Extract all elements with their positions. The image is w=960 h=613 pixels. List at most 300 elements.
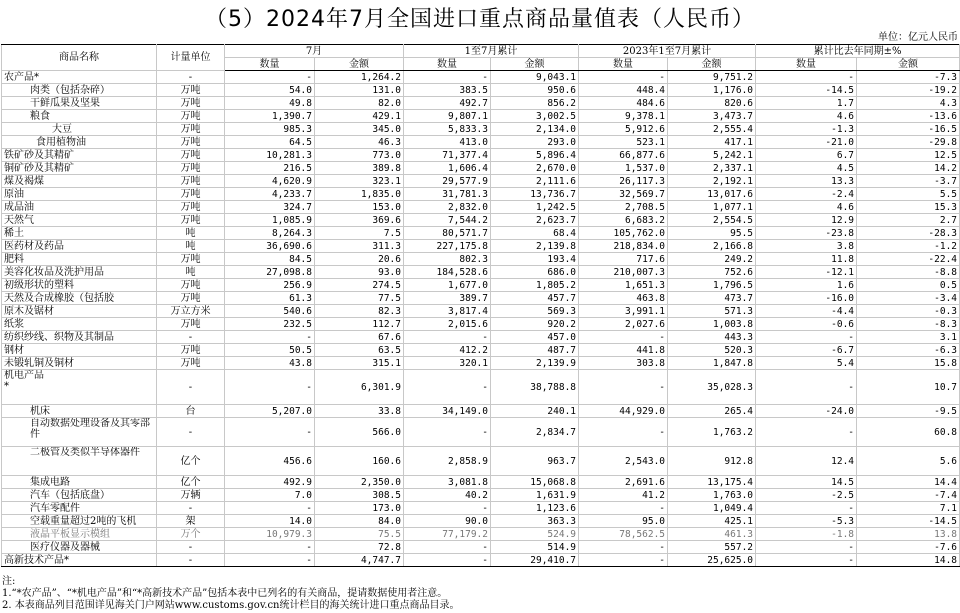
cell-pq: 5.4 — [756, 357, 857, 370]
cell-a3: 461.3 — [668, 528, 756, 541]
cell-unit: - — [157, 502, 225, 515]
cell-a1: 1,264.2 — [315, 71, 404, 84]
cell-a3: 1,847.8 — [668, 357, 756, 370]
table-row — [2, 253, 960, 266]
cell-q1: 14.0 — [225, 515, 315, 528]
table-row — [2, 528, 960, 541]
cell-a1: 84.0 — [315, 515, 404, 528]
table-body — [2, 71, 960, 567]
cell-q3: 26,117.3 — [579, 175, 668, 188]
cell-q3: 78,562.5 — [579, 528, 668, 541]
cell-a1: 7.5 — [315, 227, 404, 240]
cell-product-name: 稀土 — [2, 227, 157, 240]
cell-q1: 256.9 — [225, 279, 315, 292]
col-header-ytd: 1至7月累计 — [404, 45, 579, 58]
cell-product-name: 汽车零配件 — [2, 502, 157, 515]
cell-pq: 12.9 — [756, 214, 857, 227]
cell-pa: 2.7 — [857, 214, 960, 227]
cell-a2: 9,043.1 — [491, 71, 579, 84]
cell-a3: 2,337.1 — [668, 162, 756, 175]
cell-a3: 1,049.4 — [668, 502, 756, 515]
cell-unit: 万吨 — [157, 357, 225, 370]
cell-pq: - — [756, 418, 857, 447]
cell-q2: 80,571.7 — [404, 227, 491, 240]
cell-a2: 1,631.9 — [491, 489, 579, 502]
cell-q2: - — [404, 71, 491, 84]
cell-q1: 84.5 — [225, 253, 315, 266]
cell-pq: -6.7 — [756, 344, 857, 357]
table-row — [2, 240, 960, 253]
cell-unit: 吨 — [157, 240, 225, 253]
cell-q2: 320.1 — [404, 357, 491, 370]
cell-a1: 315.1 — [315, 357, 404, 370]
cell-q2: 412.2 — [404, 344, 491, 357]
cell-unit: 万吨 — [157, 279, 225, 292]
cell-q3: 218,834.0 — [579, 240, 668, 253]
cell-a3: 1,176.0 — [668, 84, 756, 97]
cell-pq: - — [756, 541, 857, 554]
cell-unit: 万吨 — [157, 201, 225, 214]
cell-q1: 232.5 — [225, 318, 315, 331]
cell-a2: 963.7 — [491, 447, 579, 476]
cell-q3: 3,991.1 — [579, 305, 668, 318]
cell-q1: 456.6 — [225, 447, 315, 476]
cell-a3: 425.1 — [668, 515, 756, 528]
cell-q1: - — [225, 71, 315, 84]
cell-q3: 41.2 — [579, 489, 668, 502]
cell-q1: 216.5 — [225, 162, 315, 175]
cell-unit: - — [157, 71, 225, 84]
cell-product-name: 天然及合成橡胶（包括胶 — [2, 292, 157, 305]
cell-pq: - — [756, 554, 857, 567]
cell-q3: 44,929.0 — [579, 405, 668, 418]
cell-a3: 1,077.1 — [668, 201, 756, 214]
cell-q2: 40.2 — [404, 489, 491, 502]
cell-pq: 14.5 — [756, 476, 857, 489]
cell-a3: 2,192.1 — [668, 175, 756, 188]
col-header-qty: 数量 — [404, 58, 491, 71]
cell-unit: 万吨 — [157, 318, 225, 331]
cell-a2: 686.0 — [491, 266, 579, 279]
cell-pa: 10.7 — [857, 370, 960, 405]
footnotes — [2, 576, 958, 612]
cell-q1: - — [225, 418, 315, 447]
cell-a1: 173.0 — [315, 502, 404, 515]
cell-a2: 2,670.0 — [491, 162, 579, 175]
cell-pq: -23.8 — [756, 227, 857, 240]
cell-a3: 1,796.5 — [668, 279, 756, 292]
cell-product-name: 钢材 — [2, 344, 157, 357]
cell-pq: -21.0 — [756, 136, 857, 149]
cell-q2: 34,149.0 — [404, 405, 491, 418]
cell-product-name: 煤及褐煤 — [2, 175, 157, 188]
cell-a3: 13,175.4 — [668, 476, 756, 489]
cell-pa: 15.8 — [857, 357, 960, 370]
cell-q3: 95.0 — [579, 515, 668, 528]
cell-a2: 193.4 — [491, 253, 579, 266]
cell-q3: 32,569.7 — [579, 188, 668, 201]
col-header-amt: 金额 — [857, 58, 960, 71]
table-row — [2, 71, 960, 84]
cell-a2: 363.3 — [491, 515, 579, 528]
cell-q2: 2,858.9 — [404, 447, 491, 476]
cell-a3: 912.8 — [668, 447, 756, 476]
cell-product-name: 食用植物油 — [2, 136, 157, 149]
cell-a1: 82.3 — [315, 305, 404, 318]
cell-product-name: 纺织纱线、织物及其制品 — [2, 331, 157, 344]
cell-product-name: 肥料 — [2, 253, 157, 266]
note-1: 1.“*农产品”、“*机电产品”和“*高新技术产品”包括本表中已列名的有关商品，提请数据使用者注意。 — [2, 588, 448, 599]
cell-a1: 308.5 — [315, 489, 404, 502]
cell-pq: - — [756, 370, 857, 405]
cell-q3: 6,683.2 — [579, 214, 668, 227]
cell-q3: 9,378.1 — [579, 110, 668, 123]
cell-unit: - — [157, 331, 225, 344]
cell-unit: 亿个 — [157, 447, 225, 476]
cell-pa: -8.8 — [857, 266, 960, 279]
cell-product-name: 机床 — [2, 405, 157, 418]
cell-pq: 4.5 — [756, 162, 857, 175]
table-row — [2, 515, 960, 528]
cell-product-name: 汽车（包括底盘） — [2, 489, 157, 502]
cell-a2: 514.9 — [491, 541, 579, 554]
col-header-amt: 金额 — [491, 58, 579, 71]
cell-q2: 9,807.1 — [404, 110, 491, 123]
cell-q3: - — [579, 418, 668, 447]
cell-pa: -1.2 — [857, 240, 960, 253]
cell-product-name: 成品油 — [2, 201, 157, 214]
cell-q3: 2,691.6 — [579, 476, 668, 489]
col-header-unit: 计量单位 — [157, 45, 225, 71]
table-row — [2, 502, 960, 515]
cell-pq: 3.8 — [756, 240, 857, 253]
cell-pq: 12.4 — [756, 447, 857, 476]
cell-q2: 29,577.9 — [404, 175, 491, 188]
cell-a3: 13,017.6 — [668, 188, 756, 201]
cell-q1: 64.5 — [225, 136, 315, 149]
cell-unit: 万吨 — [157, 162, 225, 175]
cell-q3: 2,027.6 — [579, 318, 668, 331]
table-row — [2, 175, 960, 188]
col-header-qty: 数量 — [579, 58, 668, 71]
cell-product-name: 二极管及类似半导体器件 — [2, 447, 157, 476]
cell-q2: - — [404, 541, 491, 554]
cell-q2: 7,544.2 — [404, 214, 491, 227]
cell-pq: - — [756, 502, 857, 515]
cell-a2: 569.3 — [491, 305, 579, 318]
col-header-qty: 数量 — [225, 58, 315, 71]
cell-a2: 2,111.6 — [491, 175, 579, 188]
cell-unit: 万吨 — [157, 292, 225, 305]
cell-pa: -14.5 — [857, 515, 960, 528]
cell-a1: 160.6 — [315, 447, 404, 476]
cell-q3: 441.8 — [579, 344, 668, 357]
note-2: 2. 本表商品列目范围详见海关门户网站www.customs.gov.cn统计栏目的海关统计进口重点商品目录。 — [2, 600, 460, 611]
cell-q1: - — [225, 502, 315, 515]
cell-a2: 1,805.2 — [491, 279, 579, 292]
cell-product-name: 集成电路 — [2, 476, 157, 489]
cell-a2: 856.2 — [491, 97, 579, 110]
cell-a1: 1,835.0 — [315, 188, 404, 201]
cell-unit: 万辆 — [157, 489, 225, 502]
cell-q1: 5,207.0 — [225, 405, 315, 418]
cell-pa: -3.4 — [857, 292, 960, 305]
cell-q2: - — [404, 418, 491, 447]
cell-q1: 50.5 — [225, 344, 315, 357]
cell-unit: - — [157, 554, 225, 567]
cell-q1: 36,690.6 — [225, 240, 315, 253]
col-header-amt: 金额 — [668, 58, 756, 71]
cell-pq: -1.3 — [756, 123, 857, 136]
cell-q1: 49.8 — [225, 97, 315, 110]
table-row — [2, 227, 960, 240]
cell-a1: 566.0 — [315, 418, 404, 447]
cell-product-name: 医疗仪器及器械 — [2, 541, 157, 554]
cell-q3: 448.4 — [579, 84, 668, 97]
cell-q3: - — [579, 331, 668, 344]
cell-q3: - — [579, 502, 668, 515]
cell-q1: 1,390.7 — [225, 110, 315, 123]
cell-a1: 72.8 — [315, 541, 404, 554]
cell-q3: 1,537.0 — [579, 162, 668, 175]
cell-a1: 33.8 — [315, 405, 404, 418]
cell-unit: 吨 — [157, 227, 225, 240]
table-row — [2, 188, 960, 201]
cell-a3: 95.5 — [668, 227, 756, 240]
cell-q3: 484.6 — [579, 97, 668, 110]
cell-a2: 29,410.7 — [491, 554, 579, 567]
cell-pa: 60.8 — [857, 418, 960, 447]
cell-unit: 万吨 — [157, 136, 225, 149]
table-row — [2, 110, 960, 123]
cell-q2: 383.5 — [404, 84, 491, 97]
cell-q2: - — [404, 554, 491, 567]
cell-pq: -24.0 — [756, 405, 857, 418]
cell-a3: 249.2 — [668, 253, 756, 266]
cell-product-name: 机电产品 * — [2, 370, 157, 405]
cell-product-name: 干鲜瓜果及坚果 — [2, 97, 157, 110]
cell-q3: 5,912.6 — [579, 123, 668, 136]
cell-q2: 1,606.4 — [404, 162, 491, 175]
cell-product-name: 医药材及药品 — [2, 240, 157, 253]
cell-q3: 105,762.0 — [579, 227, 668, 240]
table-row — [2, 405, 960, 418]
cell-a1: 20.6 — [315, 253, 404, 266]
cell-q1: 4,620.9 — [225, 175, 315, 188]
cell-pq: 6.7 — [756, 149, 857, 162]
cell-pa: -7.3 — [857, 71, 960, 84]
table-row — [2, 162, 960, 175]
cell-q3: - — [579, 554, 668, 567]
cell-pa: 15.3 — [857, 201, 960, 214]
cell-pa: 13.8 — [857, 528, 960, 541]
cell-q1: 10,281.3 — [225, 149, 315, 162]
cell-q3: 210,007.3 — [579, 266, 668, 279]
cell-a2: 2,134.0 — [491, 123, 579, 136]
cell-a1: 75.5 — [315, 528, 404, 541]
cell-pa: -13.6 — [857, 110, 960, 123]
cell-q2: 5,833.3 — [404, 123, 491, 136]
notes-label: 注: — [2, 576, 16, 587]
cell-a1: 345.0 — [315, 123, 404, 136]
cell-a2: 2,139.9 — [491, 357, 579, 370]
cell-product-name: 未锻轧铜及铜材 — [2, 357, 157, 370]
cell-q1: 10,979.3 — [225, 528, 315, 541]
cell-q3: - — [579, 541, 668, 554]
table-row — [2, 554, 960, 567]
cell-product-name: 空载重量超过2吨的飞机 — [2, 515, 157, 528]
cell-unit: 万个 — [157, 528, 225, 541]
cell-pq: - — [756, 71, 857, 84]
table-row — [2, 214, 960, 227]
cell-q1: 61.3 — [225, 292, 315, 305]
cell-a2: 950.6 — [491, 84, 579, 97]
table-row — [2, 489, 960, 502]
table-row — [2, 84, 960, 97]
cell-unit: 万吨 — [157, 110, 225, 123]
cell-pq: -2.5 — [756, 489, 857, 502]
cell-q1: 8,264.3 — [225, 227, 315, 240]
cell-a2: 3,002.5 — [491, 110, 579, 123]
cell-a2: 2,623.7 — [491, 214, 579, 227]
col-header-amt: 金额 — [315, 58, 404, 71]
cell-q3: - — [579, 370, 668, 405]
cell-q2: 2,832.0 — [404, 201, 491, 214]
cell-unit: 台 — [157, 405, 225, 418]
col-header-month: 7月 — [225, 45, 404, 58]
cell-a3: 265.4 — [668, 405, 756, 418]
cell-a1: 369.6 — [315, 214, 404, 227]
cell-unit: - — [157, 370, 225, 405]
cell-unit: 万吨 — [157, 123, 225, 136]
cell-q2: 2,015.6 — [404, 318, 491, 331]
table-row — [2, 476, 960, 489]
cell-a3: 1,763.0 — [668, 489, 756, 502]
table-row — [2, 136, 960, 149]
cell-unit: 架 — [157, 515, 225, 528]
cell-a2: 457.0 — [491, 331, 579, 344]
cell-pq: 4.6 — [756, 110, 857, 123]
table-row — [2, 344, 960, 357]
cell-unit: 万吨 — [157, 175, 225, 188]
cell-a2: 1,242.5 — [491, 201, 579, 214]
cell-unit: 万吨 — [157, 149, 225, 162]
table-row — [2, 370, 960, 405]
cell-a1: 2,350.0 — [315, 476, 404, 489]
cell-a2: 38,788.8 — [491, 370, 579, 405]
cell-pa: 14.2 — [857, 162, 960, 175]
cell-pa: 4.3 — [857, 97, 960, 110]
cell-product-name: 大豆 — [2, 123, 157, 136]
table-row — [2, 318, 960, 331]
cell-pq: -5.3 — [756, 515, 857, 528]
cell-pa: 7.1 — [857, 502, 960, 515]
cell-product-name: 原油 — [2, 188, 157, 201]
cell-a1: 773.0 — [315, 149, 404, 162]
cell-pa: -22.4 — [857, 253, 960, 266]
cell-q2: 1,677.0 — [404, 279, 491, 292]
cell-product-name: 高新技术产品* — [2, 554, 157, 567]
cell-a1: 429.1 — [315, 110, 404, 123]
cell-pa: -9.5 — [857, 405, 960, 418]
cell-a3: 5,242.1 — [668, 149, 756, 162]
table-row — [2, 279, 960, 292]
cell-a2: 457.7 — [491, 292, 579, 305]
table-row — [2, 201, 960, 214]
cell-pa: 14.8 — [857, 554, 960, 567]
cell-q1: 54.0 — [225, 84, 315, 97]
cell-q2: 71,377.4 — [404, 149, 491, 162]
cell-product-name: 铜矿砂及其精矿 — [2, 162, 157, 175]
cell-q1: 324.7 — [225, 201, 315, 214]
cell-pa: 5.5 — [857, 188, 960, 201]
cell-a3: 25,625.0 — [668, 554, 756, 567]
cell-a1: 274.5 — [315, 279, 404, 292]
cell-pa: -19.2 — [857, 84, 960, 97]
cell-a3: 443.3 — [668, 331, 756, 344]
cell-unit: 万吨 — [157, 214, 225, 227]
cell-a1: 389.8 — [315, 162, 404, 175]
cell-a3: 473.7 — [668, 292, 756, 305]
cell-q2: 184,528.6 — [404, 266, 491, 279]
cell-q3: 303.8 — [579, 357, 668, 370]
cell-q3: 523.1 — [579, 136, 668, 149]
cell-a2: 15,068.8 — [491, 476, 579, 489]
cell-q3: 463.8 — [579, 292, 668, 305]
cell-q1: 4,233.7 — [225, 188, 315, 201]
cell-a1: 93.0 — [315, 266, 404, 279]
cell-pq: -4.4 — [756, 305, 857, 318]
cell-pq: -12.1 — [756, 266, 857, 279]
cell-a1: 67.6 — [315, 331, 404, 344]
cell-q1: - — [225, 370, 315, 405]
cell-a1: 6,301.9 — [315, 370, 404, 405]
cell-q2: 413.0 — [404, 136, 491, 149]
cell-a3: 752.6 — [668, 266, 756, 279]
cell-pq: -2.4 — [756, 188, 857, 201]
cell-q2: - — [404, 370, 491, 405]
col-header-qty: 数量 — [756, 58, 857, 71]
cell-pa: 14.4 — [857, 476, 960, 489]
cell-pa: 5.6 — [857, 447, 960, 476]
cell-pq: 11.8 — [756, 253, 857, 266]
cell-a3: 557.2 — [668, 541, 756, 554]
cell-q3: 717.6 — [579, 253, 668, 266]
cell-unit: 亿个 — [157, 476, 225, 489]
cell-q3: 2,708.5 — [579, 201, 668, 214]
cell-unit: 万立方米 — [157, 305, 225, 318]
cell-pa: 3.1 — [857, 331, 960, 344]
cell-pq: - — [756, 331, 857, 344]
cell-unit: 万吨 — [157, 188, 225, 201]
cell-pq: -16.0 — [756, 292, 857, 305]
cell-a1: 77.5 — [315, 292, 404, 305]
cell-product-name: 纸浆 — [2, 318, 157, 331]
page-title: （5）2024年7月全国进口重点商品量值表（人民币） — [205, 7, 755, 32]
table-row — [2, 97, 960, 110]
cell-q1: 1,085.9 — [225, 214, 315, 227]
cell-q1: 492.9 — [225, 476, 315, 489]
cell-q1: 985.3 — [225, 123, 315, 136]
table-row — [2, 541, 960, 554]
cell-a3: 520.3 — [668, 344, 756, 357]
cell-q1: 7.0 — [225, 489, 315, 502]
cell-a1: 63.5 — [315, 344, 404, 357]
cell-a2: 2,139.8 — [491, 240, 579, 253]
cell-unit: - — [157, 541, 225, 554]
table-row — [2, 331, 960, 344]
cell-a2: 487.7 — [491, 344, 579, 357]
